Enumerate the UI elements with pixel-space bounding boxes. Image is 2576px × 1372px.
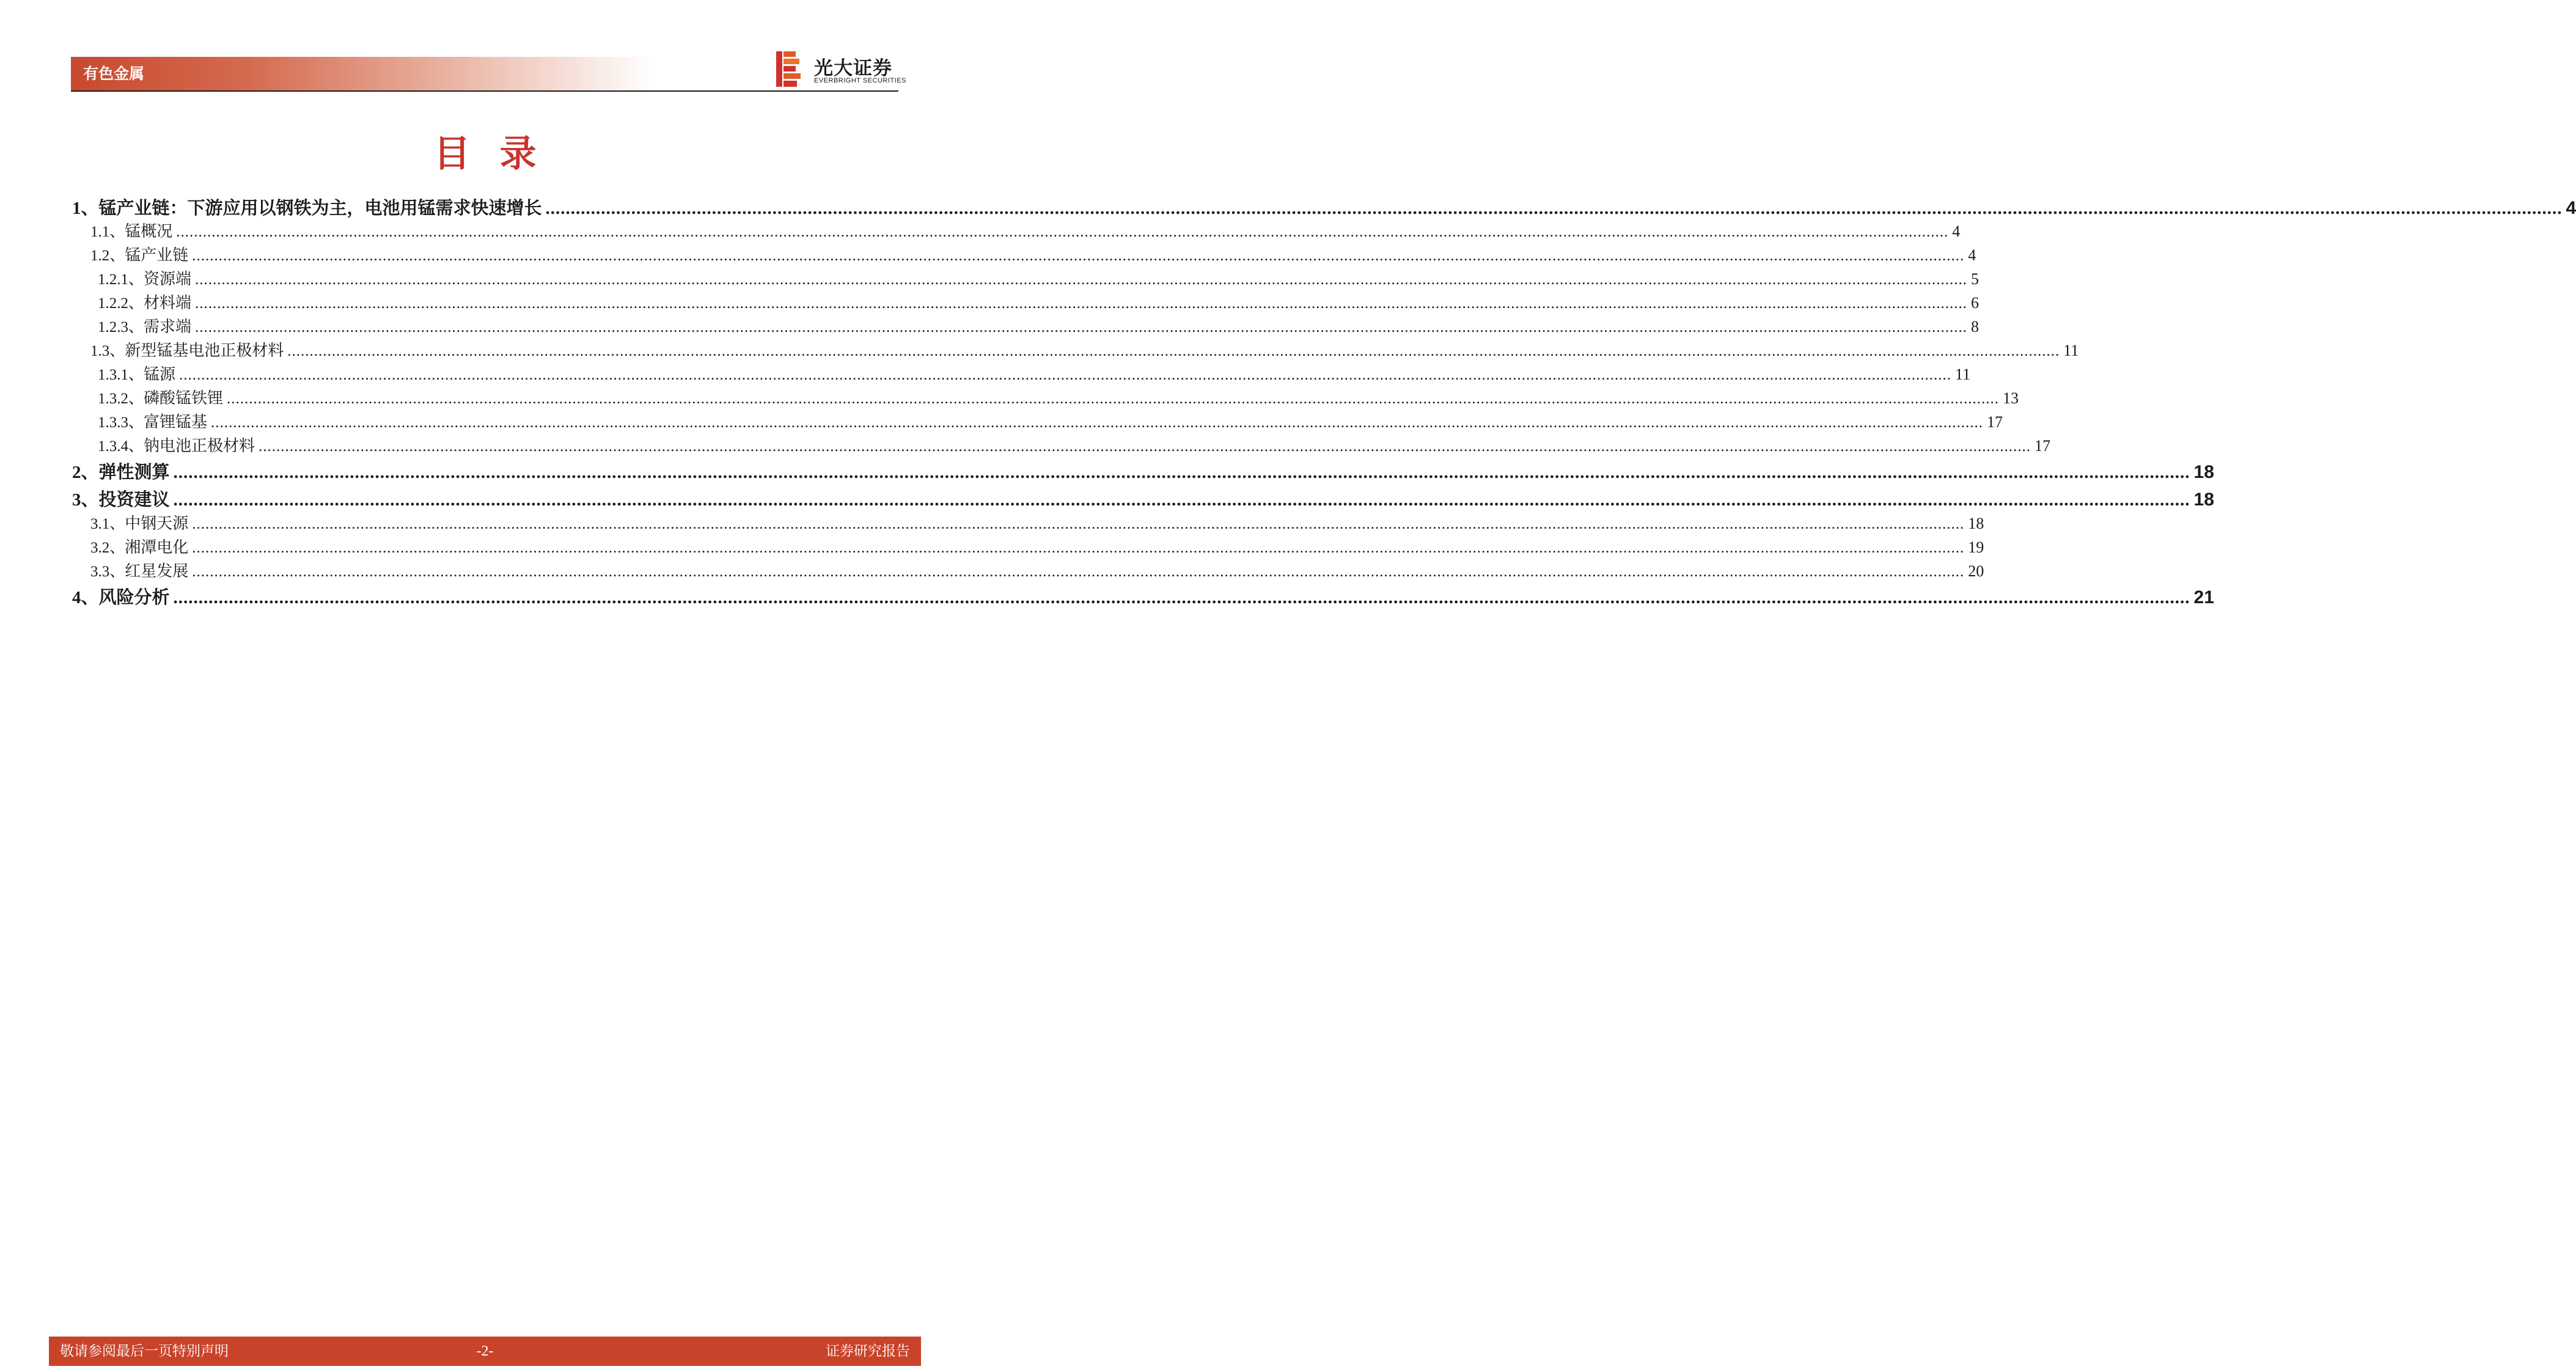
toc-entry-page: 18 [2193, 490, 2214, 510]
toc-entry[interactable] [90, 338, 2079, 361]
toc-entry-page: 8 [1971, 318, 1980, 336]
toc-entry-number: 3.1、 [90, 516, 125, 532]
toc-entry-number: 2、 [72, 463, 99, 482]
toc-entry-page: 11 [2063, 342, 2079, 359]
toc-entry-label: 弹性测算 [98, 461, 170, 482]
toc-entry[interactable] [90, 535, 1984, 557]
toc-leader-dots: ................................................................................................................................................................................................................................................................................................................................................................................................................ [195, 319, 1968, 336]
toc-entry[interactable] [98, 362, 1971, 384]
toc-entry-number: 1.3.1、 [98, 367, 144, 383]
toc-entry[interactable] [72, 584, 2214, 609]
toc-entry-label: 材料端 [144, 294, 192, 312]
toc-entry-number: 1.3.4、 [98, 438, 144, 455]
toc-entry-page: 17 [1987, 413, 2003, 431]
toc-entry-label: 磷酸锰铁锂 [144, 389, 224, 408]
toc-leader-dots: ................................................................................................................................................................................................................................................................................................................................................................................................................ [173, 588, 2190, 607]
toc-entry-number: 1.3.3、 [98, 414, 144, 431]
toc-leader-dots: ................................................................................................................................................................................................................................................................................................................................................................................................................ [195, 295, 1968, 312]
toc-entry-page: 13 [2003, 389, 2019, 407]
toc-entry-label: 中钢天源 [125, 515, 189, 533]
toc-entry-page: 11 [1955, 365, 1971, 383]
toc-entry-label: 新型锰基电池正极材料 [125, 342, 284, 360]
toc-title: 目录 [433, 133, 566, 175]
toc-leader-dots: ................................................................................................................................................................................................................................................................................................................................................................................................................ [173, 490, 2190, 510]
toc-entry-page: 6 [1971, 294, 1980, 312]
toc-entry-page: 5 [1971, 270, 1980, 288]
toc-entry-page: 21 [2193, 587, 2214, 607]
toc-entry-number: 1、 [72, 199, 99, 218]
toc-entry-page: 4 [1952, 222, 1961, 240]
toc-entry[interactable] [98, 314, 1980, 337]
toc-entry[interactable] [90, 511, 1984, 534]
toc-entry-label: 湘潭电化 [125, 538, 189, 557]
toc-entry-label: 锰产业链 [125, 246, 189, 265]
toc-entry-page: 19 [1968, 538, 1984, 556]
toc-entry[interactable] [72, 486, 2214, 511]
toc-entry[interactable] [72, 194, 2576, 219]
toc-leader-dots: ................................................................................................................................................................................................................................................................................................................................................................................................................ [192, 540, 1965, 556]
toc-leader-dots: ................................................................................................................................................................................................................................................................................................................................................................................................................ [287, 343, 2060, 359]
toc-entry-number: 1.3.2、 [98, 391, 144, 407]
toc-entry-label: 锰产业链：下游应用以钢铁为主，电池用锰需求快速增长 [98, 197, 542, 218]
toc-leader-dots: ................................................................................................................................................................................................................................................................................................................................................................................................................ [179, 367, 1952, 383]
toc-entry-label: 风险分析 [98, 587, 170, 607]
toc-entry-number: 3、 [72, 490, 99, 510]
logo-cn-text: 光大证券 [814, 57, 892, 79]
toc-entry[interactable] [90, 559, 1984, 581]
toc-entry-label: 锰概况 [125, 222, 173, 241]
footer-report-type: 证券研究报告 [826, 1343, 910, 1359]
toc-leader-dots: ................................................................................................................................................................................................................................................................................................................................................................................................................ [211, 414, 1984, 431]
toc-entry-number: 4、 [72, 588, 99, 607]
toc-entry-number: 1.2.3、 [98, 319, 144, 336]
toc-entry[interactable] [72, 458, 2214, 483]
toc-entry[interactable] [98, 290, 1980, 313]
toc-entry-label: 资源端 [144, 270, 192, 288]
table-of-contents [0, 0, 2576, 611]
page-number: -2- [476, 1343, 494, 1359]
toc-leader-dots: ................................................................................................................................................................................................................................................................................................................................................................................................................ [259, 438, 2031, 455]
toc-entry-number: 1.2.1、 [98, 271, 144, 288]
sector-tag: 有色金属 [83, 65, 145, 83]
toc-entry-page: 4 [2566, 198, 2576, 218]
logo-en-text: EVERBRIGHT SECURITIES [814, 77, 906, 84]
footer-disclaimer: 敬请参阅最后一页特别声明 [60, 1343, 229, 1359]
toc-leader-dots: ................................................................................................................................................................................................................................................................................................................................................................................................................ [195, 271, 1968, 288]
toc-entry-label: 投资建议 [98, 489, 170, 510]
toc-entry[interactable] [90, 219, 1961, 241]
toc-entry[interactable] [98, 266, 1980, 289]
toc-leader-dots: ................................................................................................................................................................................................................................................................................................................................................................................................................ [173, 463, 2190, 482]
footer-band [49, 1337, 921, 1366]
toc-entry-page: 20 [1968, 562, 1984, 580]
toc-entry-label: 富锂锰基 [144, 413, 208, 431]
toc-entry-page: 18 [1968, 515, 1984, 532]
toc-entry-label: 需求端 [144, 318, 192, 336]
toc-entry-number: 1.2、 [90, 248, 125, 264]
toc-leader-dots: ................................................................................................................................................................................................................................................................................................................................................................................................................ [192, 563, 1965, 580]
toc-leader-dots: ................................................................................................................................................................................................................................................................................................................................................................................................................ [227, 391, 2000, 407]
toc-entry-number: 3.3、 [90, 563, 125, 580]
toc-entry[interactable] [98, 409, 2003, 432]
toc-entry-page: 17 [2035, 437, 2051, 455]
toc-entry-label: 钠电池正极材料 [144, 437, 255, 455]
toc-entry[interactable] [98, 433, 2051, 456]
toc-leader-dots: ................................................................................................................................................................................................................................................................................................................................................................................................................ [192, 248, 1965, 264]
toc-entry-number: 1.1、 [90, 224, 125, 240]
toc-entry-label: 锰源 [144, 365, 176, 384]
toc-leader-dots: ................................................................................................................................................................................................................................................................................................................................................................................................................ [545, 199, 2563, 218]
toc-entry-page: 18 [2193, 462, 2214, 482]
toc-entry-label: 红星发展 [125, 562, 189, 581]
toc-entry[interactable] [90, 243, 1976, 265]
toc-entry-page: 4 [1968, 246, 1976, 264]
toc-entry-number: 1.3、 [90, 343, 125, 359]
toc-entry[interactable] [98, 386, 2019, 408]
toc-leader-dots: ................................................................................................................................................................................................................................................................................................................................................................................................................ [192, 516, 1965, 532]
toc-leader-dots: ................................................................................................................................................................................................................................................................................................................................................................................................................ [176, 224, 1949, 240]
toc-entry-number: 1.2.2、 [98, 295, 144, 312]
toc-entry-number: 3.2、 [90, 540, 125, 556]
